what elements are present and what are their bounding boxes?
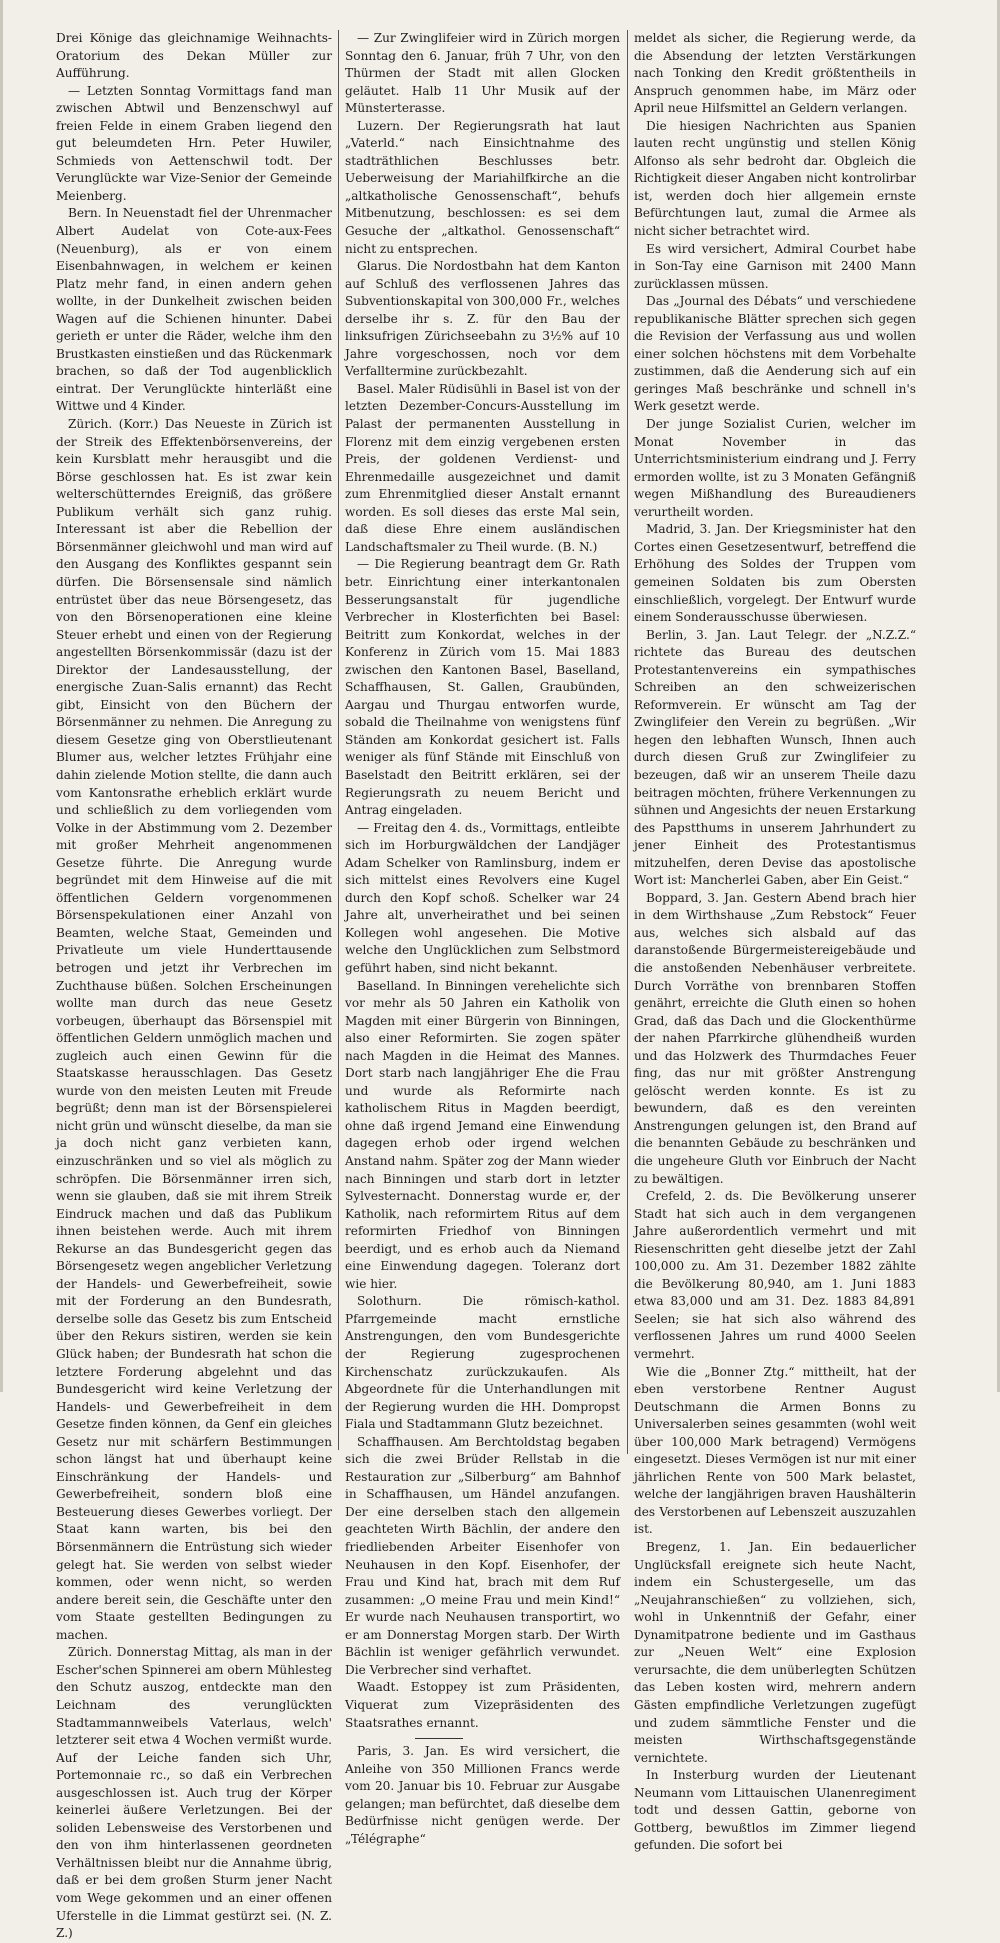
- article-paragraph: Waadt. Estoppey ist zum Präsidenten, Viquerat zum Vizepräsidenten des Staatsrathes ernannt.: [345, 1680, 620, 1730]
- column-rule-1: [338, 30, 339, 1450]
- article-paragraph: Basel. Maler Rüdisühli in Basel ist von der letzten Dezember-Concurs-Ausstellung im Palast der permanenten Ausstellung in Florenz mit dem einzig vergebenen ersten Preis, der goldenen Verdienst- und Ehrenmedaille ausgezeichnet und damit zum Ehrenmitglied dieser Anstalt ernannt worden. Es soll dieses das erste Mal sein, daß diese Ehre einem ausländischen Landschaftsmaler zu Theil wurde. (B. N.): [345, 381, 620, 554]
- column-rule-2: [627, 30, 628, 1454]
- page-edge-left: [0, 0, 3, 1392]
- article-paragraph: Crefeld, 2. ds. Die Bevölkerung unserer Stadt hat sich auch in dem vergangenen Jahre außerordentlich vermehrt und mit Riesenschritten geht dieselbe jetzt der Zahl 100,000 zu. Am 31. Dezember 1882 zählte die Bevölkerung 80,940, am 1. Juni 1883 etwa 83,000 und am 31. Dez. 1883 84,891 Seelen; sie hat sich also während des verflossenen Jahres um rund 4000 Seelen vermehrt.: [634, 1189, 916, 1362]
- article-paragraph: Bern. In Neuenstadt fiel der Uhrenmacher Albert Audelat von Cote-aux-Fees (Neuenburg), als er von einem Eisenbahnwagen, in welchem er keinen Platz mehr fand, in einen andern gehen wollte, in der Dunkelheit zwischen beiden Wagen auf die Schienen hinunter. Dabei gerieth er unter die Räder, welche ihm den Brustkasten einstießen und das Rückenmark brachen, so daß der Tod augenblicklich eintrat. Der Verunglückte hinterläßt eine Wittwe und 4 Kinder.: [56, 206, 332, 414]
- article-paragraph: Boppard, 3. Jan. Gestern Abend brach hier in dem Wirthshause „Zum Rebstock“ Feuer aus, welches sich alsbald auf das daranstoßende Bürgermeistereigebäude und die anstoßenden Nebenhäuser verbreitete. Durch Vorräthe von brennbaren Stoffen genährt, erreichte die Gluth einen so hohen Grad, daß das Dach und die Glockenthürme der nahen Pfarrkirche glühendheiß wurden und das Holzwerk des Thurmdaches Feuer fing, das nur mit größter Anstrengung gelöscht werden konnte. Es ist zu bewundern, daß es den vereinten Anstrengungen gelungen ist, den Brand auf die benannten Gebäude zu beschränken und die ungeheure Gluth vor Einbruch der Nacht zu bewältigen.: [634, 890, 916, 1186]
- article-paragraph: Luzern. Der Regierungsrath hat laut „Vaterld.“ nach Einsichtnahme des stadträthlichen Beschlusses betr. Ueberweisung der Mariahilfkirche an die „altkatholische Genossenschaft“, behufs Mitbenutzung, beschlossen: es sei dem Gesuche der „altkathol. Genossenschaft“ nicht zu entsprechen.: [345, 118, 620, 256]
- article-paragraph: Zürich. Donnerstag Mittag, als man in der Escher'schen Spinnerei am obern Mühlesteg den Schutz auszog, entdeckte man den Leichnam des verunglückten Stadtammannweibels Vaterlaus, welch' letzterer seit etwa 4 Wochen vermißt wurde. Auf der Leiche fanden sich Uhr, Portemonnaie rc., so daß ein Verbrechen ausgeschlossen ist. Auch trug der Körper keinerlei äußere Verletzungen. Bei der soliden Lebensweise des Verstorbenen und den von ihm hinterlassenen geordneten Verhältnissen bleibt nur die Annahme übrig, daß er bei dem großen Sturm jener Nacht vom Wege gekommen und an einer offenen Uferstelle in die Limmat gestürzt sei. (N. Z. Z.): [56, 1645, 332, 1941]
- article-paragraph: In Insterburg wurden der Lieutenant Neumann vom Littauischen Ulanenregiment todt und dessen Gattin, geborne von Gottberg, bewußtlos im Zimmer liegend gefunden. Die sofort bei: [634, 1768, 916, 1853]
- column-right: [634, 30, 916, 1855]
- article-paragraph: Glarus. Die Nordostbahn hat dem Kanton auf Schluß des verflossenen Jahres das Subventionskapital von 300,000 Fr., welches derselbe ihr s. Z. für den Bau der linksufrigen Zürichseebahn zu 3½% auf 10 Jahre vorgeschossen, noch vor dem Verfalltermine zurückbezahlt.: [345, 259, 620, 379]
- article-paragraph: Berlin, 3. Jan. Laut Telegr. der „N.Z.Z.“ richtete das Bureau des deutschen Protestantenvereins ein sympathisches Schreiben an den schweizerischen Reformverein. Er wünscht am Tag der Zwinglifeier den Verein zu begrüßen. „Wir hegen den lebhaften Wunsch, Ihnen auch durch diesen Gruß zur Zwinglifeier zu bezeugen, daß wir an unserem Theile dazu beitragen möchten, frühere Verkennungen zu sühnen und Angesichts der neuen Erstarkung des Papstthums in unserem Jahrhundert zu jener Einheit des Protestantismus mitzuhelfen, deren Devise das apostolische Wort ist: Mancherlei Gaben, aber Ein Geist.“: [634, 627, 916, 888]
- article-paragraph: Es wird versichert, Admiral Courbet habe in Son-Tay eine Garnison mit 2400 Mann zurücklassen müssen.: [634, 241, 916, 291]
- article-paragraph: Wie die „Bonner Ztg.“ mittheilt, hat der eben verstorbene Rentner August Deutschmann die Armen Bonns zu Universalerben seines gesammten (wohl weit über 100,000 Mark betragend) Vermögens eingesetzt. Dieses Vermögen ist nur mit einer jährlichen Rente von 500 Mark belastet, welche der langjährigen braven Haushälterin des Verstorbenen auf Lebenszeit auszuzahlen ist.: [634, 1364, 916, 1537]
- article-paragraph: Drei Könige das gleichnamige Weihnachts-Oratorium des Dekan Müller zur Aufführung.: [56, 31, 332, 81]
- column-left: [56, 30, 332, 1943]
- article-paragraph: Die hiesigen Nachrichten aus Spanien lauten recht ungünstig und stellen König Alfonso als sehr bedroht dar. Obgleich die Richtigkeit dieser Angaben nicht kontrolirbar ist, werden doch hier allgemein ernste Befürchtungen laut, zumal die Armee als nicht sicher betrachtet wird.: [634, 118, 916, 239]
- article-paragraph: Solothurn. Die römisch-kathol. Pfarrgemeinde macht ernstliche Anstrengungen, den vom Bundesgerichte der Regierung zugesprochenen Kirchenschatz zurückzukaufen. Als Abgeordnete für die Unterhandlungen mit der Regierung wurden die HH. Dompropst Fiala und Stadtammann Glutz bezeichnet.: [345, 1294, 620, 1432]
- column-middle: [345, 30, 620, 1848]
- section-divider: [415, 1738, 463, 1739]
- article-paragraph: Baselland. In Binningen verehelichte sich vor mehr als 50 Jahren ein Katholik von Magden mit einer Bürgerin von Binningen, also einer Reformirten. Sie zogen später nach Magden in die Heimat des Mannes. Dort starb nach langjähriger Ehe die Frau und wurde als Reformirte nach katholischem Ritus in Magden beerdigt, ohne daß irgend Jemand eine Einwendung dagegen erhob oder irgend welchen Anstand nahm. Später zog der Mann wieder nach Binningen und starb dort in letzter Sylvesternacht. Donnerstag wurde er, der Katholik, nach reformirtem Ritus auf dem reformirten Friedhof von Binningen beerdigt, und es erhob auch da Niemand eine Einwendung dagegen. Toleranz dort wie hier.: [345, 978, 620, 1291]
- article-paragraph: — Die Regierung beantragt dem Gr. Rath betr. Einrichtung einer interkantonalen Besserungsanstalt für jugendliche Verbrecher in Klosterfichten bei Basel: Beitritt zum Konkordat, welches in der Konferenz in Zürich vom 15. Mai 1883 zwischen den Kantonen Basel, Baselland, Schaffhausen, St. Gallen, Graubünden, Aargau und Thurgau entworfen wurde, sobald die Theilnahme von wenigstens fünf Ständen am Konkordat gesichert ist. Falls weniger als fünf Stände mit Einschluß von Baselstadt den Beitritt erklären, sei der Regierungsrath zu neuem Bericht und Antrag eingeladen.: [345, 557, 620, 818]
- article-paragraph: — Letzten Sonntag Vormittags fand man zwischen Abtwil und Benzenschwyl auf freien Felde in einem Graben liegend den gut beleumdeten Hrn. Peter Huwiler, Schmieds von Aettenschwil todt. Der Verunglückte war Vize-Senior der Gemeinde Meienberg.: [56, 83, 332, 203]
- article-paragraph: Madrid, 3. Jan. Der Kriegsminister hat den Cortes einen Gesetzesentwurf, betreffend die Erhöhung des Soldes der Truppen vom gemeinen Soldaten bis zum Obersten einschließlich, vorgelegt. Der Entwurf wurde einem Sonderausschusse überwiesen.: [634, 522, 916, 625]
- article-paragraph: meldet als sicher, die Regierung werde, da die Absendung der letzten Verstärkungen nach Tonking den Kredit größtentheils in Anspruch genommen habe, im März oder April neue Hilfsmittel an Geldern verlangen.: [634, 31, 916, 116]
- article-paragraph: Das „Journal des Débats“ und verschiedene republikanische Blätter sprechen sich gegen die Revision der Verfassung aus und wollen einer solchen höchstens mit dem Vorbehalte zustimmen, daß die Aenderung sich auf ein geringes Maß beschränke und schnell in's Werk gesetzt werde.: [634, 294, 916, 414]
- article-paragraph: Schaffhausen. Am Berchtoldstag begaben sich die zwei Brüder Rellstab in die Restauration zur „Silberburg“ am Bahnhof in Schaffhausen, um Händel anzufangen. Der eine derselben stach den allgemein geachteten Wirth Bächlin, der andere den friedliebenden Arbeiter Eisenhofer von Neuhausen in den Kopf. Eisenhofer, der Frau und Kind hat, brach mit dem Ruf zusammen: „O meine Frau und mein Kind!“ Er wurde nach Neuhausen transportirt, wo er am Donnerstag Morgen starb. Der Wirth Bächlin ist weniger gefährlich verwundet. Die Verbrecher sind verhaftet.: [345, 1434, 620, 1677]
- article-paragraph: Der junge Sozialist Curien, welcher im Monat November in das Unterrichtsministerium eindrang und J. Ferry ermorden wollte, ist zu 3 Monaten Gefängniß wegen Mißhandlung des Bureaudieners verurtheilt worden.: [634, 417, 916, 519]
- article-paragraph: Bregenz, 1. Jan. Ein bedauerlicher Unglücksfall ereignete sich heute Nacht, indem ein Schustergeselle, um das „Neujahranschießen“ zu vollziehen, sich, wohl in Unkenntniß der Gefahr, einer Dynamitpatrone bediente und im Gasthaus zur „Neuen Welt“ eine Explosion verursachte, die dem unüberlegten Schützen das Leben kosten wird, mehrern andern Gästen empfindliche Verletzungen zugefügt und zudem sämmtliche Fenster und die meisten Wirthschaftsgegenstände vernichtete.: [634, 1540, 916, 1765]
- article-paragraph: Paris, 3. Jan. Es wird versichert, die Anleihe von 350 Millionen Francs werde vom 20. Januar bis 10. Februar zur Ausgabe gelangen; man befürchtet, daß dieselbe dem Bedürfnisse nicht genügen werde. Der „Télégraphe“: [345, 1744, 620, 1846]
- article-paragraph: Zürich. (Korr.) Das Neueste in Zürich ist der Streik des Effektenbörsenvereins, der kein Kursblatt mehr herausgibt und die Börse geschlossen hat. Es ist zwar kein welterschütterndes Ereigniß, das größere Publikum verhält sich ganz ruhig. Interessant ist aber die Rebellion der Börsenmänner gleichwohl und man wird auf den Ausgang des Konfliktes gespannt sein dürfen. Die Börsensensale sind nämlich entrüstet über das neue Börsengesetz, das von den Börsenoperationen eine kleine Steuer erhebt und einen von der Regierung angestellten Börsenkommissär (dazu ist der Direktor der Landesausstellung, der energische Zuan-Salis ernannt) das Recht gibt, Einsicht von den Büchern der Börsenmänner zu nehmen. Die Anregung zu diesem Gesetze ging von Oberstlieutenant Blumer aus, welcher letztes Frühjahr eine dahin zielende Motion stellte, die dann auch vom Kantonsrathe erheblich erklärt wurde und schließlich zu dem vorliegenden vom Volke in der Abstimmung vom 2. Dezember mit großer Mehrheit angenommenen Gesetze führte. Die Anregung wurde begründet mit dem Hinweise auf die mit öffentlichen Geldern vorgenommenen Börsenspekulationen einer Anzahl von Beamten, welche Staat, Gemeinden und Privatleute um viele Hunderttausende betrogen und jetzt ihr Verbrechen im Zuchthause büßen. Solchen Erscheinungen wollte man durch das neue Gesetz vorbeugen, überhaupt das Börsenspiel mit öffentlichen Geldern unmöglich machen und zugleich auch einen Gewinn für die Staatskasse herausschlagen. Das Gesetz wurde von den meisten Leuten mit Freude begrüßt; denn man ist der Börsenspielerei nicht grün und wünscht dieselbe, da man sie ja doch nicht ganz verbieten kann, einzuschränken und so viel als möglich zu schröpfen. Die Börsenmänner irren sich, wenn sie glauben, daß sie mit ihrem Streik Eindruck machen und daß das Publikum ihnen beistehen werde. Auch mit ihrem Rekurse an das Bundesgericht gegen das Börsengesetz wegen angeblicher Verletzung der Handels- und Gewerbefreiheit, sowie mit der Forderung an den Bundesrath, derselbe solle das Gesetz bis zum Entscheid über den Rekurs sistiren, werden sie kein Glück haben; der Bundesrath hat schon die letztere Forderung abgelehnt und das Bundesgericht wird keine Verletzung der Handels- und Gewerbefreiheit in dem Gesetze finden können, da Genf ein gleiches Gesetz nur mit schärfern Bestimmungen schon längst hat und überhaupt keine Einschränkung der Handels- und Gewerbefreiheit, sondern bloß eine Besteuerung dieses Gewerbes vorliegt. Der Staat kann warten, bis bei den Börsenmännern die Entrüstung sich wieder gelegt hat. Sie werden von selbst wieder kommen, oder wenn nicht, so werden andere bereit sein, die Geschäfte unter den vom Staate gestellten Bedingungen zu machen.: [56, 417, 332, 1642]
- article-paragraph: — Freitag den 4. ds., Vormittags, entleibte sich im Horburgwäldchen der Landjäger Adam Schelker von Ramlinsburg, indem er sich mittelst eines Revolvers eine Kugel durch den Kopf schoß. Schelker war 24 Jahre alt, unverheirathet und bei seinen Kollegen wohl angesehen. Die Motive welche den Unglücklichen zum Selbstmord geführt haben, sind nicht bekannt.: [345, 820, 620, 975]
- article-paragraph: — Zur Zwinglifeier wird in Zürich morgen Sonntag den 6. Januar, früh 7 Uhr, von den Thürmen der Stadt mit allen Glocken geläutet. Halb 11 Uhr Musik auf der Münsterterasse.: [345, 31, 620, 116]
